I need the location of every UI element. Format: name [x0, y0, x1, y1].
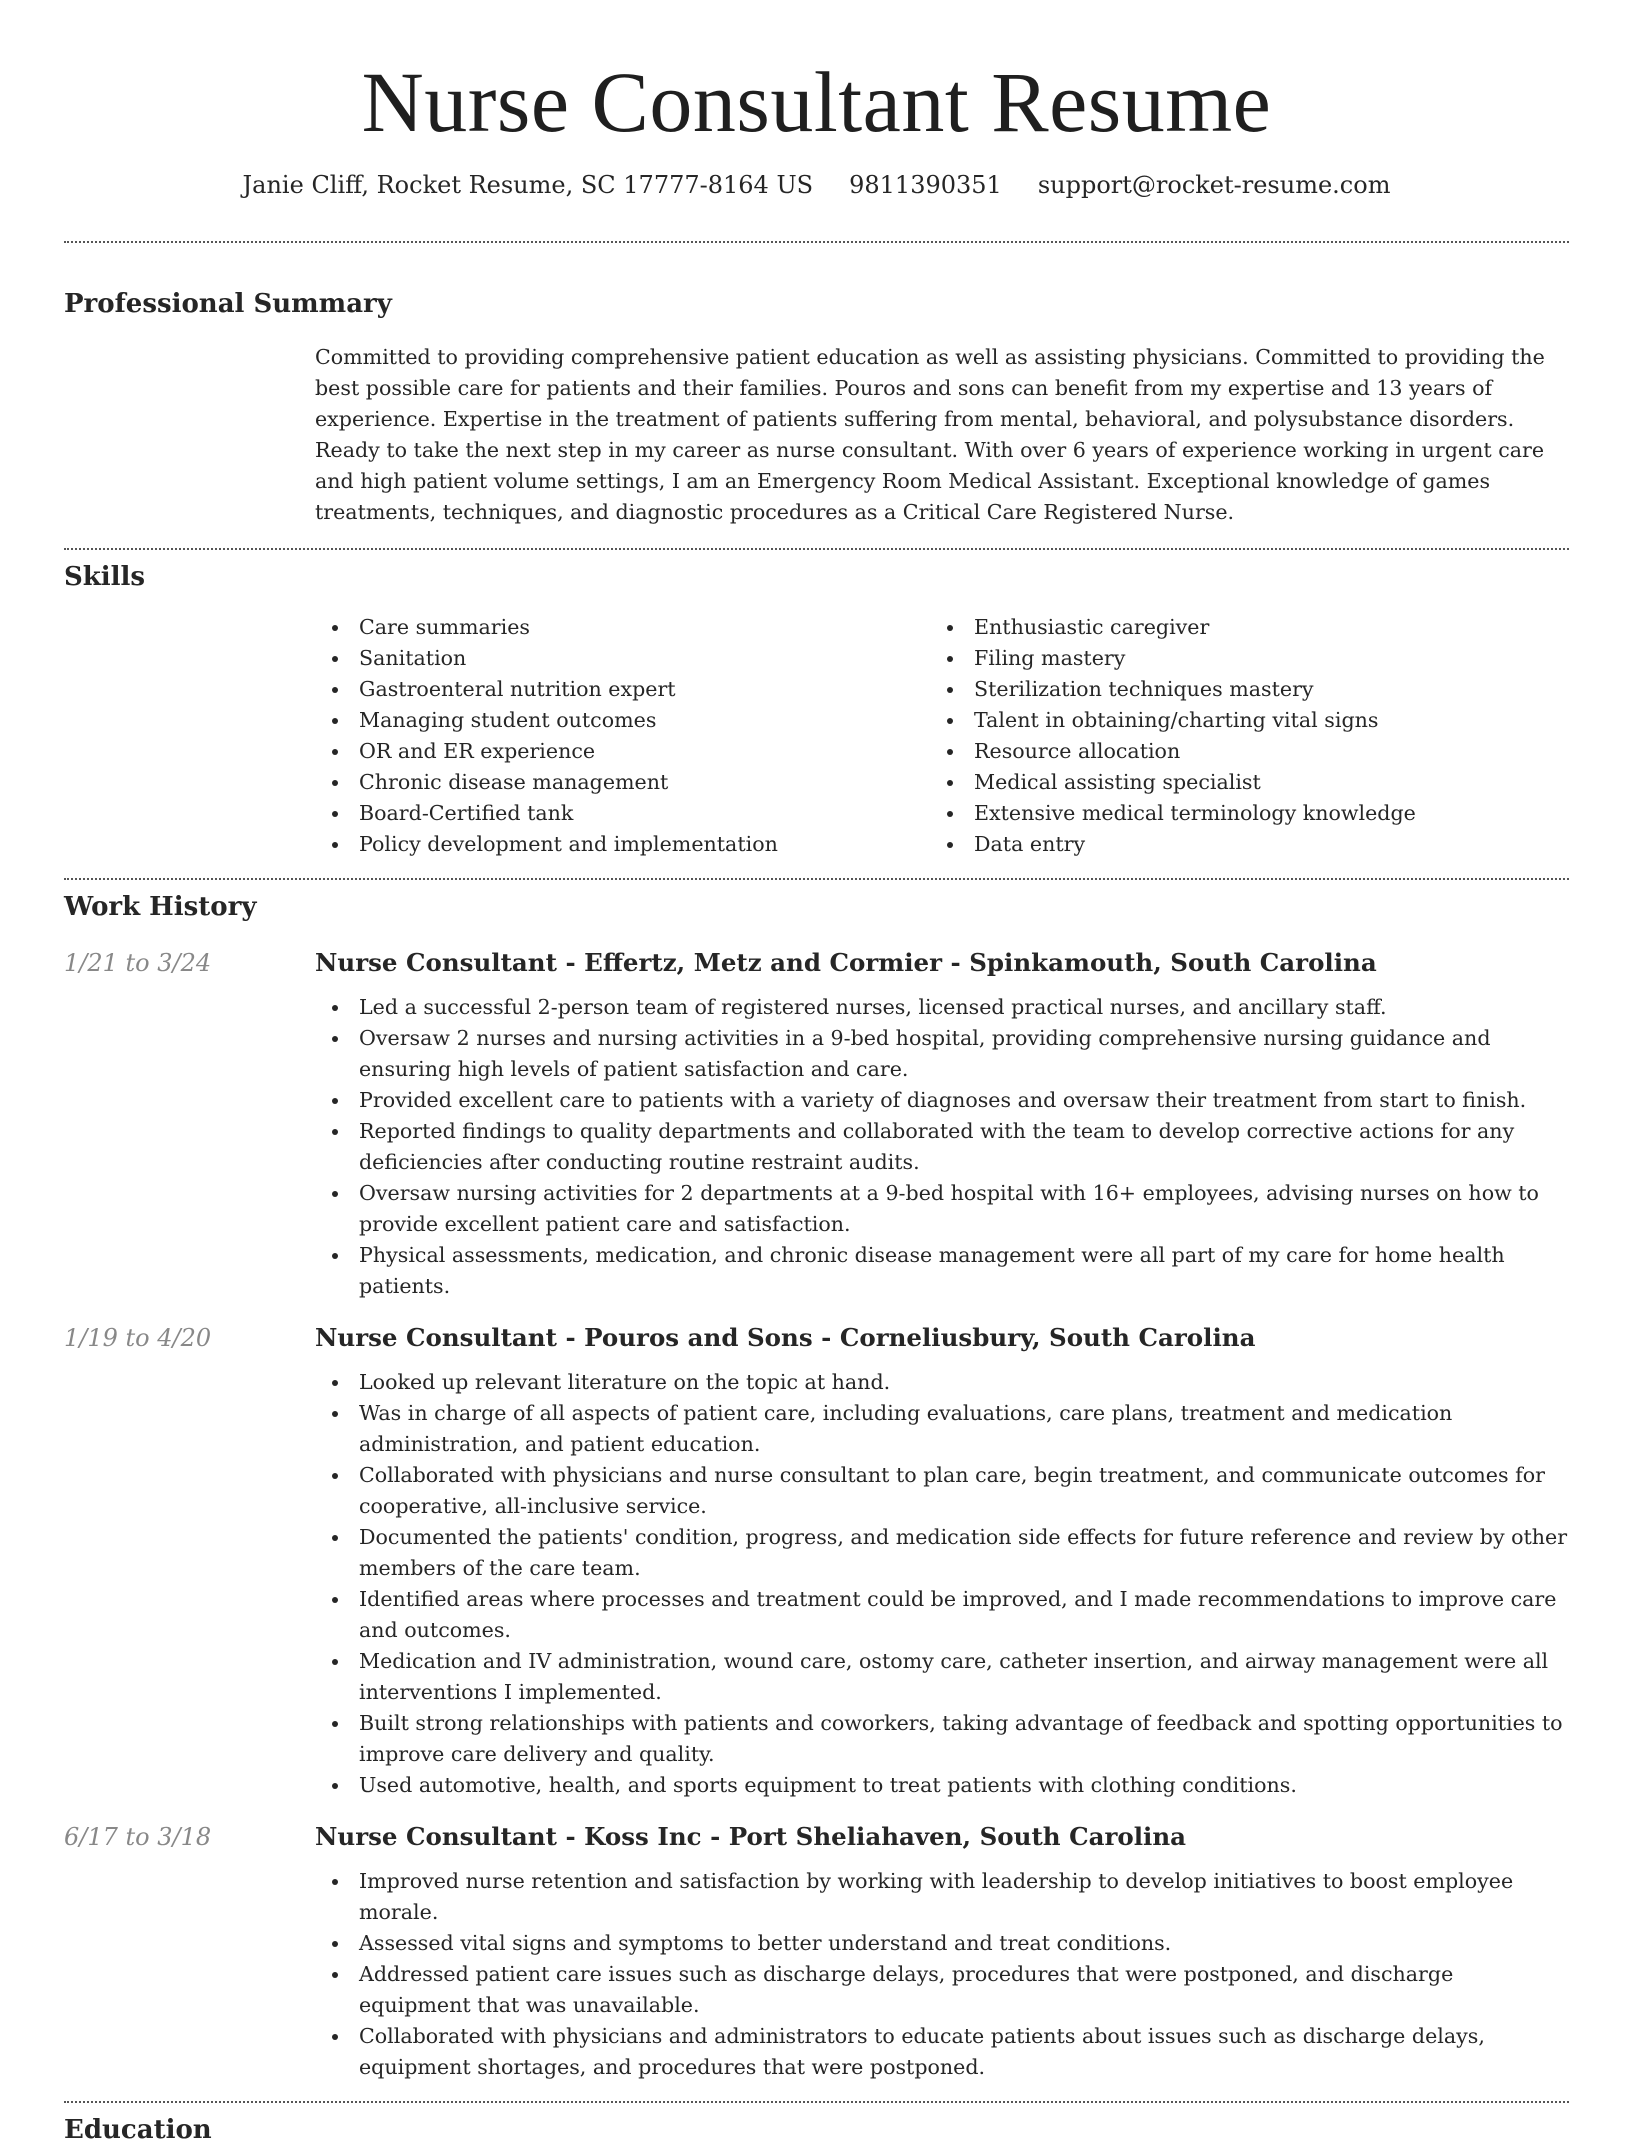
skills-list: [315, 612, 1569, 860]
skill-item: Medical assisting specialist: [930, 767, 1545, 798]
job-bullet: Oversaw 2 nurses and nursing activities in a 9-bed hospital, providing comprehensive nursing guidance and ensuring high levels of patient satisfaction and care.: [315, 1023, 1569, 1085]
job-bullet: Improved nurse retention and satisfaction by working with leadership to develop initiatives to boost employee morale.: [315, 1866, 1569, 1928]
summary-section: [64, 287, 1569, 528]
skills-column-right: [930, 612, 1545, 860]
skill-item: OR and ER experience: [315, 736, 930, 767]
job-bullet: Physical assessments, medication, and chronic disease management were all part of my care for home health patients.: [315, 1240, 1569, 1302]
contact-line: [64, 169, 1569, 201]
education-section: [64, 2113, 1569, 2147]
summary-text: Committed to providing comprehensive patient education as well as assisting physicians. Committed to providing the best possible care for patients and their families. Pouros and sons can benefit from my expertise and 13 years of experience. Expertise in the treatment of patients suffering from mental, behavioral, and polysubstance disorders. Ready to take the next step in my career as nurse consultant. With over 6 years of experience working in urgent care and high patient volume settings, I am an Emergency Room Medical Assistant. Exceptional knowledge of games treatments, techniques, and diagnostic procedures as a Critical Care Registered Nurse.: [315, 345, 1545, 524]
job-bullet: Was in charge of all aspects of patient care, including evaluations, care plans, treatment and medication administration, and patient education.: [315, 1398, 1569, 1460]
work-list: [64, 946, 1569, 2083]
skill-item: Sanitation: [315, 643, 930, 674]
work-section: [64, 890, 1569, 2083]
job-bullets: [315, 1866, 1569, 2083]
job-entry: [64, 1321, 1569, 1801]
skill-item: Board-Certified tank: [315, 798, 930, 829]
skill-item: Managing student outcomes: [315, 705, 930, 736]
job-bullets: [315, 992, 1569, 1302]
skill-item: Sterilization techniques mastery: [930, 674, 1545, 705]
contact-phone: 9811390351: [849, 171, 1002, 199]
job-body: [315, 946, 1569, 1302]
skills-heading: Skills: [64, 562, 146, 592]
job-title: Nurse Consultant - Koss Inc - Port Sheliahaven, South Carolina: [315, 1822, 1187, 1851]
skill-item: Extensive medical terminology knowledge: [930, 798, 1545, 829]
skill-item: Policy development and implementation: [315, 829, 930, 860]
job-entry: [64, 1820, 1569, 2083]
job-bullet: Assessed vital signs and symptoms to better understand and treat conditions.: [315, 1928, 1569, 1959]
divider: [64, 241, 1569, 243]
work-heading: Work History: [64, 892, 257, 922]
job-bullet: Identified areas where processes and treatment could be improved, and I made recommendations to improve care and outcomes.: [315, 1584, 1569, 1646]
skill-item: Resource allocation: [930, 736, 1545, 767]
divider: [64, 878, 1569, 880]
job-bullet: Led a successful 2-person team of registered nurses, licensed practical nurses, and ancillary staff.: [315, 992, 1569, 1023]
job-bullet: Built strong relationships with patients and coworkers, taking advantage of feedback and spotting opportunities to improve care delivery and quality.: [315, 1708, 1569, 1770]
job-bullets: [315, 1367, 1569, 1801]
job-bullet: Medication and IV administration, wound care, ostomy care, catheter insertion, and airway management were all interventions I implemented.: [315, 1646, 1569, 1708]
divider: [64, 548, 1569, 550]
job-bullet: Addressed patient care issues such as discharge delays, procedures that were postponed, and discharge equipment that was unavailable.: [315, 1959, 1569, 2021]
job-body: [315, 1321, 1569, 1801]
divider: [64, 2101, 1569, 2103]
skill-item: Talent in obtaining/charting vital signs: [930, 705, 1545, 736]
job-bullet: Looked up relevant literature on the topic at hand.: [315, 1367, 1569, 1398]
job-entry: [64, 946, 1569, 1302]
skill-item: Care summaries: [315, 612, 930, 643]
skill-item: Enthusiastic caregiver: [930, 612, 1545, 643]
skill-item: Data entry: [930, 829, 1545, 860]
job-dates: 1/21 to 3/24: [64, 949, 212, 977]
job-body: [315, 1820, 1569, 2083]
summary-heading: Professional Summary: [64, 289, 392, 319]
job-bullet: Provided excellent care to patients with a variety of diagnoses and oversaw their treatment from start to finish.: [315, 1085, 1569, 1116]
job-bullet: Used automotive, health, and sports equipment to treat patients with clothing conditions.: [315, 1770, 1569, 1801]
job-bullet: Documented the patients' condition, progress, and medication side effects for future reference and review by other members of the care team.: [315, 1522, 1569, 1584]
skills-column-left: [315, 612, 930, 860]
education-heading: Education: [64, 2115, 212, 2145]
skill-item: Gastroenteral nutrition expert: [315, 674, 930, 705]
job-dates: 1/19 to 4/20: [64, 1324, 212, 1352]
job-title: Nurse Consultant - Effertz, Metz and Cormier - Spinkamouth, South Carolina: [315, 948, 1377, 977]
job-bullet: Oversaw nursing activities for 2 departments at a 9-bed hospital with 16+ employees, advising nurses on how to provide excellent patient care and satisfaction.: [315, 1178, 1569, 1240]
skills-section: [64, 560, 1569, 860]
contact-email: support@rocket-resume.com: [1037, 171, 1391, 199]
contact-address: Janie Cliff, Rocket Resume, SC 17777-8164 US: [242, 171, 814, 199]
job-title: Nurse Consultant - Pouros and Sons - Corneliusbury, South Carolina: [315, 1323, 1256, 1352]
job-dates: 6/17 to 3/18: [64, 1823, 212, 1851]
skill-item: Chronic disease management: [315, 767, 930, 798]
job-bullet: Reported findings to quality departments and collaborated with the team to develop corrective actions for any deficiencies after conducting routine restraint audits.: [315, 1116, 1569, 1178]
resume-page: [64, 0, 1569, 2147]
resume-title: Nurse Consultant Resume: [361, 54, 1272, 150]
job-bullet: Collaborated with physicians and administrators to educate patients about issues such as discharge delays, equipment shortages, and procedures that were postponed.: [315, 2021, 1569, 2083]
job-bullet: Collaborated with physicians and nurse consultant to plan care, begin treatment, and communicate outcomes for cooperative, all-inclusive service.: [315, 1460, 1569, 1522]
skill-item: Filing mastery: [930, 643, 1545, 674]
